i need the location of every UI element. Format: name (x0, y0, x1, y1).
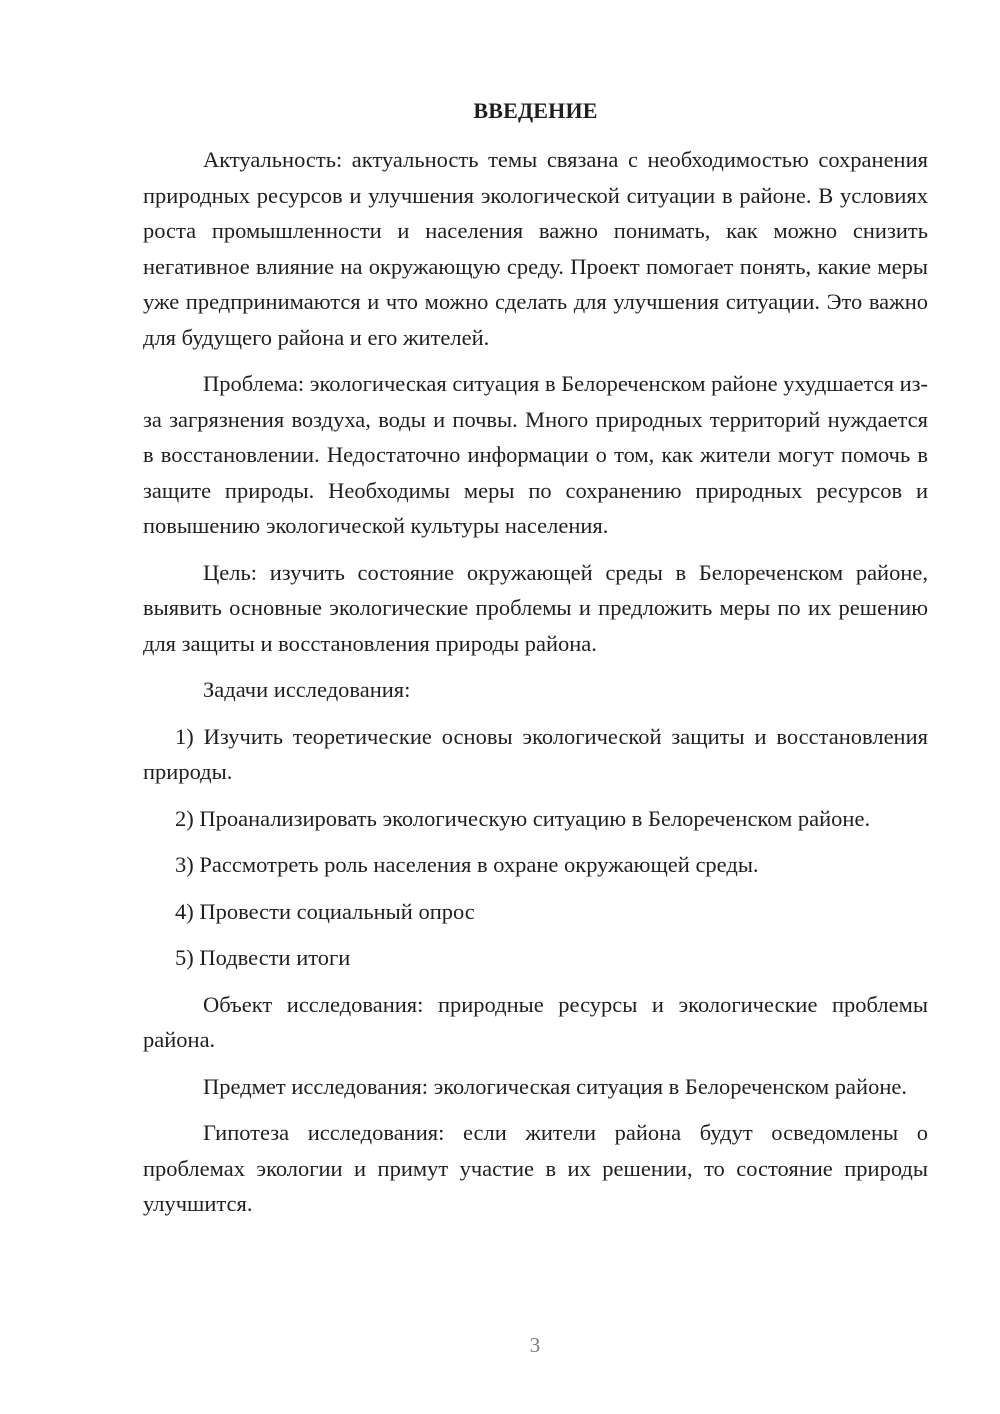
task-item-4: 4) Провести социальный опрос (175, 898, 475, 924)
task-item-2: 2) Проанализировать экологическую ситуацию в Белореченском районе. (175, 805, 871, 831)
hypothesis-paragraph: Гипотеза исследования: если жители района будут осведомлены о проблемах экологии и примут участие в их решении, то состояние природы улучшится. (143, 1120, 928, 1216)
problem-paragraph: Проблема: экологическая ситуация в Белореченском районе ухудшается из-за загрязнения воздуха, воды и почвы. Много природных территорий нуждается в восстановлении. Недостаточно информации о том, как жители могут помочь в защите природы. Необходимы меры по сохранению природных ресурсов и повышению экологической культуры населения. (143, 371, 928, 538)
task-item-5: 5) Подвести итоги (175, 945, 351, 970)
object-paragraph: Объект исследования: природные ресурсы и экологические проблемы района. (143, 991, 928, 1052)
goal-paragraph: Цель: изучить состояние окружающей среды в Белореченском районе, выявить основные экологические проблемы и предложить меры по их решению для защиты и восстановления природы района. (143, 559, 928, 656)
page-number: 3 (529, 1333, 541, 1357)
relevance-paragraph: Актуальность: актуальность темы связана с необходимостью сохранения природных ресурсов и улучшения экологической ситуации в районе. В условиях роста промышленности и населения важно понимать, как можно снизить негативное влияние на окружающую среду. Проект помогает понять, какие меры уже предпринимаются и что можно сделать для улучшения ситуации. Это важно для будущего района и его жителей. (143, 147, 928, 350)
page-title: ВВЕДЕНИЕ (473, 98, 598, 123)
document-page (143, 96, 928, 1233)
tasks-title: Задачи исследования: (203, 677, 411, 702)
task-item-1: 1) Изучить теоретические основы экологической защиты и восстановления природы. (143, 723, 928, 784)
task-item-3: 3) Рассмотреть роль населения в охране окружающей среды. (175, 852, 759, 877)
subject-paragraph: Предмет исследования: экологическая ситуация в Белореченском районе. (203, 1073, 907, 1099)
